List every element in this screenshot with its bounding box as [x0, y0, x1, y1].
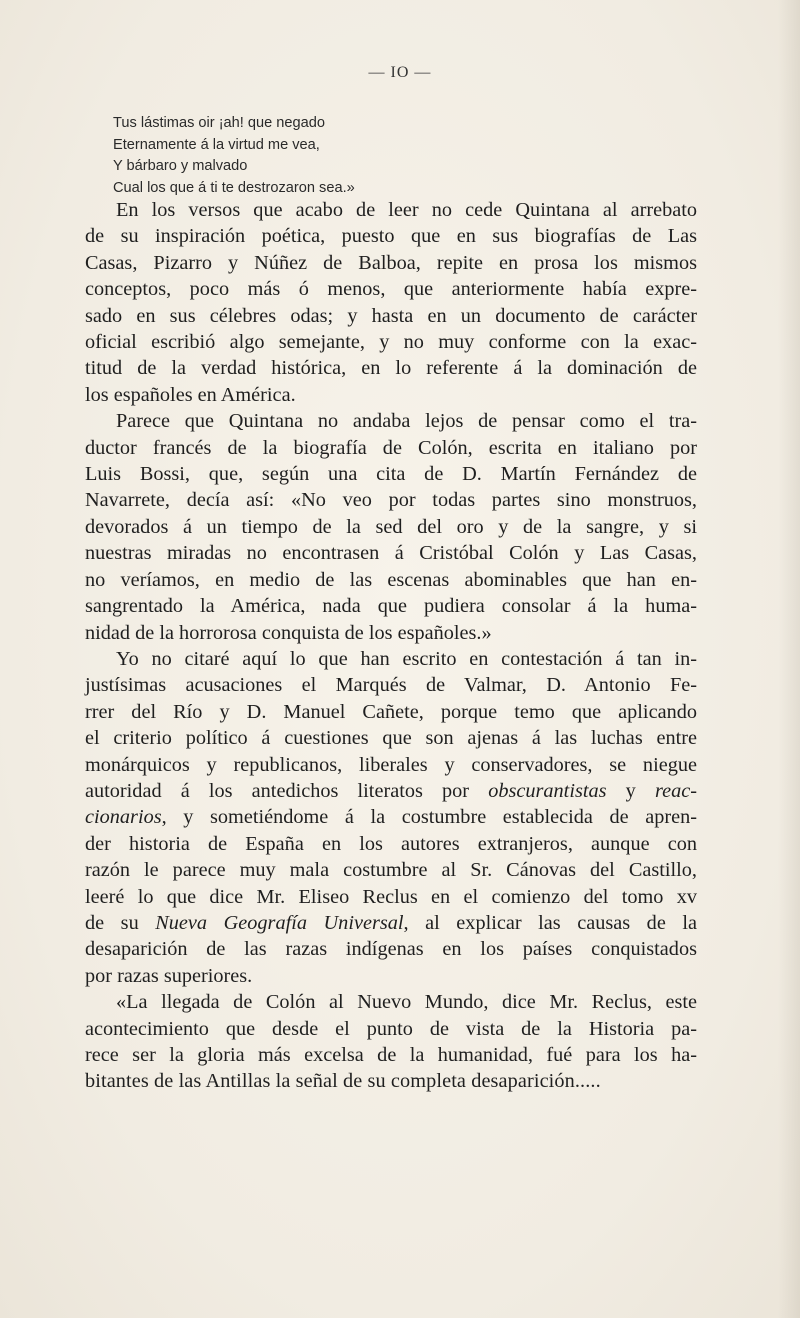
- paragraph-line: Navarrete, decía así: «No veo por todas partes sino monstruos,: [85, 489, 697, 512]
- paragraph-line: oficial escribió algo semejante, y no muy conforme con la exac-: [85, 331, 697, 354]
- verse-quote: [113, 113, 673, 199]
- paragraph-line: Parece que Quintana no andaba lejos de pensar como el tra-: [116, 410, 697, 433]
- verse-line: Tus lástimas oir ¡ah! que negado: [113, 115, 325, 131]
- paragraph-line: rece ser la gloria más excelsa de la humanidad, fué para los ha-: [85, 1044, 697, 1066]
- page-number: — IO —: [368, 64, 432, 81]
- paragraph-line: bitantes de las Antillas la señal de su completa desaparición.....: [85, 1070, 601, 1093]
- page-edge-shadow: [778, 0, 800, 1318]
- verse-line: Eternamente á la virtud me vea,: [113, 136, 320, 153]
- paragraph-line: sangrentado la América, nada que pudiera consolar á la huma-: [85, 595, 697, 618]
- text-run: de su: [85, 911, 139, 934]
- paragraph-line: monárquicos y republicanos, liberales y conservadores, se niegue: [85, 753, 697, 776]
- paragraph-line: justísimas acusaciones el Marqués de Valmar, D. Antonio Fe-: [85, 674, 697, 697]
- verse-line: Y bárbaro y malvado: [113, 158, 248, 174]
- body-text: [85, 197, 697, 1095]
- paragraph-line: el criterio político á cuestiones que son ajenas á las luchas entre: [85, 727, 697, 750]
- italic-term: reac-: [654, 779, 697, 802]
- verse-line: Cual los que á ti te destrozaron sea.»: [113, 179, 355, 196]
- text-run: , al explicar las causas de la: [403, 911, 697, 934]
- paragraph-line: der historia de España en los autores extranjeros, aunque con: [85, 832, 697, 855]
- paragraph-line: [85, 778, 697, 804]
- paragraph-line: Luis Bossi, que, según una cita de D. Martín Fernández de: [85, 463, 697, 486]
- paragraph-line: acontecimiento que desde el punto de vista de la Historia pa-: [85, 1017, 697, 1040]
- paragraph-line: nuestras miradas no encontrasen á Cristóbal Colón y Las Casas,: [85, 542, 697, 565]
- italic-term: cionarios: [85, 806, 162, 829]
- paragraph-line: razón le parece muy mala costumbre al Sr. Cánovas del Castillo,: [85, 859, 697, 882]
- paragraph-line: En los versos que acabo de leer no cede Quintana al arrebato: [116, 199, 697, 221]
- text-run: y: [625, 779, 636, 802]
- paragraph-line: conceptos, poco más ó menos, que anteriormente había expre-: [85, 278, 697, 301]
- text-run: autoridad á los antedichos literatos por: [85, 779, 470, 802]
- paragraph-line: «La llegada de Colón al Nuevo Mundo, dice Mr. Reclus, este: [116, 991, 697, 1014]
- italic-title: Nueva Geografía Universal: [155, 911, 404, 934]
- paragraph-line: no veríamos, en medio de las escenas abominables que han en-: [85, 568, 697, 591]
- paragraph-line: leeré lo que dice Mr. Eliseo Reclus en el comienzo del tomo xv: [85, 885, 697, 908]
- paragraph-line: Yo no citaré aquí lo que han escrito en contestación á tan in-: [116, 647, 697, 670]
- paragraph-line: [85, 910, 697, 936]
- paragraph-line: sado en sus célebres odas; y hasta en un documento de carácter: [85, 304, 697, 327]
- paragraph-line: ductor francés de la biografía de Colón, escrita en italiano por: [85, 436, 697, 459]
- paragraph-line: nidad de la horrorosa conquista de los españoles.»: [85, 621, 492, 644]
- paragraph-line: los españoles en América.: [85, 383, 296, 406]
- paragraph-line: [85, 804, 697, 830]
- paragraph-line: rrer del Río y D. Manuel Cañete, porque temo que aplicando: [85, 700, 697, 723]
- text-run: , y sometiéndome á la costumbre establecida de apren-: [161, 806, 697, 829]
- paragraph-line: titud de la verdad histórica, en lo referente á la dominación de: [85, 357, 697, 380]
- paragraph-line: desaparición de las razas indígenas en los países conquistados: [85, 938, 697, 961]
- paragraph-line: de su inspiración poética, puesto que en sus biografías de Las: [85, 225, 697, 248]
- paragraph-line: devorados á un tiempo de la sed del oro y de la sangre, y si: [85, 515, 697, 538]
- paragraph-line: por razas superiores.: [85, 964, 253, 987]
- paragraph-line: Casas, Pizarro y Núñez de Balboa, repite en prosa los mismos: [85, 251, 697, 274]
- italic-term: obscurantistas: [488, 779, 607, 802]
